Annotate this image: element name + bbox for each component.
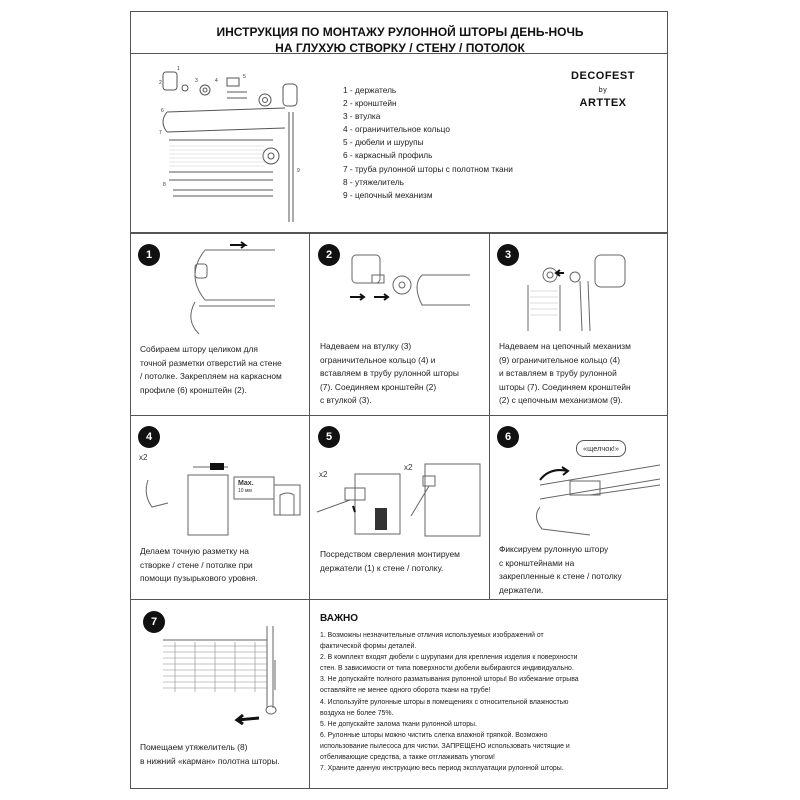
step-5-illustration xyxy=(315,460,485,540)
important-line: использование пылесоса для чистки. ЗАПРЕЩЕНО использовать чистящие и xyxy=(320,742,570,750)
step-4-line: Делаем точную разметку на xyxy=(140,546,249,556)
title-line-2: НА ГЛУХУЮ СТВОРКУ / СТЕНУ / ПОТОЛОК xyxy=(275,41,525,55)
important-line: 7. Храните данную инструкцию весь период эксплуатации рулонной шторы. xyxy=(320,765,564,773)
step-5-badge: 5 xyxy=(318,426,340,448)
step-4-illustration xyxy=(138,455,308,540)
diagram-label-2: 2 xyxy=(159,80,162,86)
important-line: 1. Возможны незначительные отличия используемых изображений от xyxy=(320,632,544,639)
step-7-badge: 7 xyxy=(143,611,165,633)
step-1-line: точной разметки отверстий на стене xyxy=(140,357,282,368)
step-3-line: шторы (7). Соединяем кронштейн xyxy=(499,381,631,392)
legend-item: 1 - держатель xyxy=(343,85,397,95)
important-title: ВАЖНО xyxy=(320,613,358,624)
step-2-line: Надеваем на втулку (3) xyxy=(320,341,412,351)
diagram-label-6: 6 xyxy=(161,108,164,114)
important-line: 3. Не допускайте полного разматывания рулонной шторы! Во избежание отрыва xyxy=(320,676,579,684)
step-2-line: с втулкой (3). xyxy=(320,395,372,406)
step-3-line: Надеваем на цепочный механизм xyxy=(499,341,631,351)
brand-logo xyxy=(568,70,638,109)
step-3-text xyxy=(499,340,667,408)
step-4-line: помощи пузырькового уровня. xyxy=(140,573,258,584)
step-5-line: держатели (1) к стене / потолку. xyxy=(320,562,444,573)
legend-item: 9 - цепочный механизм xyxy=(343,189,433,200)
step-1-badge: 1 xyxy=(138,244,160,266)
diagram-label-7: 7 xyxy=(159,130,162,136)
step-7-line: Помещаем утяжелитель (8) xyxy=(140,742,248,752)
legend-item: 2 - кронштейн xyxy=(343,98,397,109)
step-1-line: / потолке. Закрепляем на каркасном xyxy=(140,371,282,382)
step-6-illustration xyxy=(530,455,665,540)
step-3-line: (2) с цепочным механизмом (9). xyxy=(499,395,623,406)
step-6-text xyxy=(499,543,667,597)
step-5-text xyxy=(320,548,488,575)
brand-by: by xyxy=(598,87,608,94)
diagram-label-9: 9 xyxy=(297,168,300,174)
diagram-label-8: 8 xyxy=(163,182,166,188)
step-3-badge: 3 xyxy=(497,244,519,266)
page-title xyxy=(0,24,800,56)
diagram-label-5: 5 xyxy=(243,74,246,80)
brand-name: DECOFEST xyxy=(571,70,635,82)
important-line: 6. Рулонные шторы можно чистить слегка влажной тряпкой. Возможно xyxy=(320,731,548,739)
step-4-count: x2 xyxy=(139,453,148,462)
important-line: стен. В зависимости от типа поверхности дюбели выбираются индивидуально. xyxy=(320,665,574,673)
step-5-line: Посредством сверления монтируем xyxy=(320,549,460,559)
legend-item: 5 - дюбели и шурупы xyxy=(343,137,424,148)
step-2-line: вставляем в трубу рулонной шторы xyxy=(320,368,459,379)
step-6-line: держатели. xyxy=(499,584,544,595)
diagram-label-4: 4 xyxy=(215,78,218,84)
step-1-line: Собираем штору целиком для xyxy=(140,344,258,354)
step-2-illustration xyxy=(340,245,485,335)
step-6-line: Фиксируем рулонную штору xyxy=(499,544,609,554)
important-line: 5. Не допускайте залома ткани рулонной шторы. xyxy=(320,720,477,728)
step-4-text xyxy=(140,545,308,586)
step-7-text xyxy=(140,741,308,768)
step-4-max-label: Мах. xyxy=(238,480,254,487)
legend-item: 3 - втулка xyxy=(343,111,381,122)
step-7-illustration xyxy=(155,620,305,735)
important-line: отбеливающие средства, а также отглаживать утюгом! xyxy=(320,754,495,762)
step-3-line: и вставляем в трубу рулонной xyxy=(499,368,617,379)
step-3-line: (9) ограничительное кольцо (4) xyxy=(499,354,620,365)
step-2-line: ограничительное кольцо (4) и xyxy=(320,354,436,365)
step-1-illustration xyxy=(175,240,305,335)
important-line: 4. Используйте рулонные шторы в помещениях с относительной влажностью xyxy=(320,698,569,706)
important-line: оставляйте не менее одного оборота ткани на трубе! xyxy=(320,687,491,695)
legend-item: 7 - труба рулонной шторы с полотном ткани xyxy=(343,163,513,174)
important-line: 2. В комплект входят дюбели с шурупами для крепления изделия к поверхности xyxy=(320,654,578,662)
step-5-count-right: x2 xyxy=(404,463,413,472)
step-6-badge: 6 xyxy=(497,426,519,448)
step-2-line: (7). Соединяем кронштейн (2) xyxy=(320,381,437,392)
step-6-click-label: «щелчок!» xyxy=(576,440,626,457)
diagram-label-3: 3 xyxy=(195,78,198,84)
legend-item: 8 - утяжелитель xyxy=(343,176,405,187)
step-4-line: створке / стене / потолке при xyxy=(140,559,253,570)
step-2-badge: 2 xyxy=(318,244,340,266)
brand-partner: ARTTEX xyxy=(579,97,627,109)
important-line: фактической формы деталей. xyxy=(320,643,417,651)
parts-legend xyxy=(343,84,513,202)
step-4-max-value: 10 мм xyxy=(238,488,252,494)
step-2-text xyxy=(320,340,488,408)
step-6-line: закрепленные к стене / потолку xyxy=(499,571,622,582)
important-line: воздуха не более 75%. xyxy=(320,709,394,717)
overview-diagram xyxy=(155,62,325,230)
step-1-text xyxy=(140,343,308,397)
diagram-label-1: 1 xyxy=(177,66,180,72)
legend-item: 4 - ограничительное кольцо xyxy=(343,124,450,135)
important-list xyxy=(320,630,665,774)
title-line-1: ИНСТРУКЦИЯ ПО МОНТАЖУ РУЛОННОЙ ШТОРЫ ДЕНЬ-НОЧЬ xyxy=(216,25,584,39)
legend-item: 6 - каркасный профиль xyxy=(343,150,433,161)
step-7-line: в нижний «карман» полотна шторы. xyxy=(140,755,280,766)
step-3-illustration xyxy=(520,245,665,335)
step-5-count-left: x2 xyxy=(319,470,328,479)
step-6-line: с кронштейнами на xyxy=(499,557,575,568)
step-1-line: профиле (6) кронштейн (2). xyxy=(140,384,247,395)
step-4-badge: 4 xyxy=(138,426,160,448)
